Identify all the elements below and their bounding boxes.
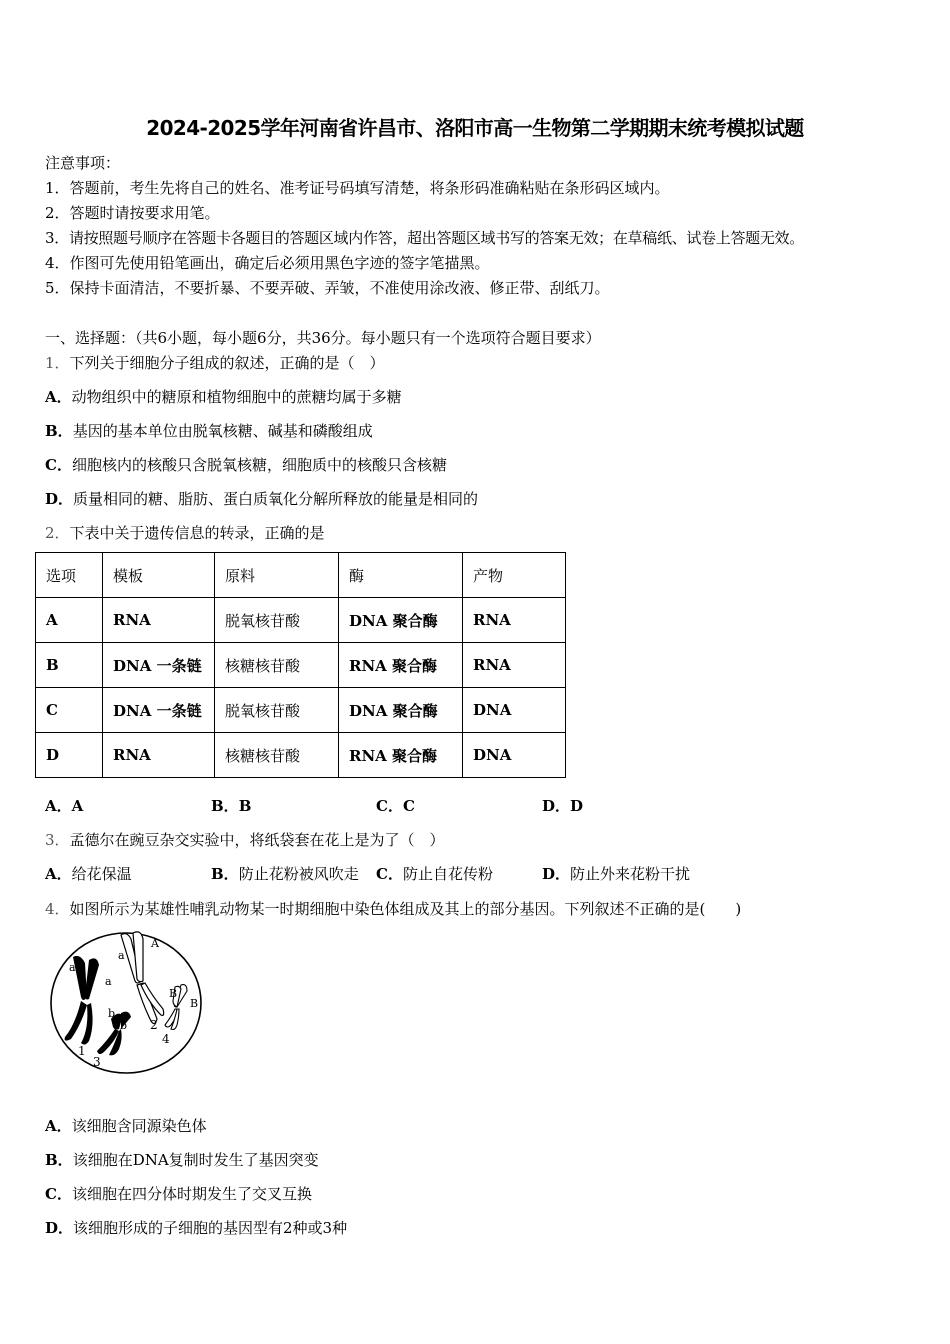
notice-item: 2．答题时请按要求用笔。 — [45, 204, 220, 222]
option-text: 基因的基本单位由脱氧核糖、碱基和磷酸组成 — [72, 422, 373, 440]
option-text: A — [71, 797, 84, 815]
question-number: 3． — [45, 831, 70, 849]
q1-option-b[interactable] — [45, 420, 373, 441]
notice-heading: 注意事项： — [45, 154, 121, 172]
table-cell: DNA 一条链 — [103, 688, 215, 733]
gene-label: b — [108, 1007, 116, 1020]
q1-option-c[interactable] — [45, 454, 447, 475]
table-cell: RNA — [463, 598, 566, 643]
chromosome-number: 4 — [162, 1032, 170, 1046]
option-text: 防止外来花粉干扰 — [570, 865, 691, 883]
option-text: 该细胞在DNA复制时发生了基因突变 — [72, 1151, 319, 1169]
table-cell: RNA — [103, 733, 215, 778]
q4-option-d[interactable] — [45, 1217, 347, 1238]
option-text: D — [570, 797, 584, 815]
q3-option-a[interactable] — [45, 863, 132, 884]
question-text: 下表中关于遗传信息的转录，正确的是 — [69, 524, 325, 542]
table-cell: 脱氧核苷酸 — [215, 598, 339, 643]
q3-option-c[interactable] — [376, 863, 493, 884]
option-label: A． — [45, 797, 72, 815]
question-1-stem — [45, 352, 385, 373]
question-text: 下列关于细胞分子组成的叙述，正确的是（ ） — [69, 354, 385, 372]
q3-option-d[interactable] — [542, 863, 690, 884]
q2-option-b[interactable] — [211, 795, 251, 816]
option-text: 防止花粉被风吹走 — [238, 865, 359, 883]
chromosome-cell-figure — [45, 925, 210, 1075]
option-text: 动物组织中的糖原和植物细胞中的蔗糖均属于多糖 — [71, 388, 402, 406]
page-title: 2024-2025学年河南省许昌市、洛阳市高一生物第二学期期末统考模拟试题 — [146, 116, 804, 140]
question-2-stem — [45, 522, 325, 543]
option-label: D． — [45, 1219, 74, 1237]
table-header: 产物 — [463, 553, 566, 598]
q4-option-a[interactable] — [45, 1115, 207, 1136]
section-heading: 一、选择题：（共6小题，每小题6分，共36分。每小题只有一个选项符合题目要求） — [45, 329, 601, 347]
table-cell: 核糖核苷酸 — [215, 643, 339, 688]
question-number: 1． — [45, 354, 70, 372]
option-label: A． — [45, 1117, 72, 1135]
option-text: 该细胞在四分体时期发生了交叉互换 — [71, 1185, 312, 1203]
option-text: 该细胞含同源染色体 — [71, 1117, 207, 1135]
option-text: B — [238, 797, 252, 815]
table-header: 原料 — [215, 553, 339, 598]
notice-item: 3．请按照题号顺序在答题卡各题目的答题区域内作答，超出答题区域书写的答案无效；在草稿纸、试卷上答题无效。 — [45, 229, 804, 247]
gene-label: B — [169, 987, 178, 1000]
table-row — [36, 688, 566, 733]
table-header-row — [36, 553, 566, 598]
table-cell: DNA — [463, 733, 566, 778]
gene-label: a — [69, 961, 76, 974]
table-cell: 核糖核苷酸 — [215, 733, 339, 778]
table-header: 选项 — [36, 553, 103, 598]
q1-option-d[interactable] — [45, 488, 478, 509]
table-cell: DNA 聚合酶 — [339, 688, 463, 733]
table-header: 模板 — [103, 553, 215, 598]
gene-label: A — [151, 937, 159, 950]
option-text: 防止自花传粉 — [402, 865, 493, 883]
chromosome-number: 1 — [78, 1044, 86, 1058]
option-label: D． — [45, 490, 74, 508]
table-cell: RNA 聚合酶 — [339, 733, 463, 778]
option-label: C． — [45, 456, 72, 474]
option-label: A． — [45, 865, 72, 883]
option-label: B． — [211, 797, 239, 815]
table-cell: A — [36, 598, 103, 643]
transcription-table — [35, 552, 566, 778]
notice-item: 5．保持卡面清洁，不要折暴、不要弄破、弄皱，不准使用涂改液、修正带、刮纸刀。 — [45, 279, 610, 297]
option-label: C． — [376, 797, 403, 815]
option-label: D． — [542, 865, 571, 883]
table-cell: C — [36, 688, 103, 733]
option-label: C． — [45, 1185, 72, 1203]
chromosome-number: 3 — [93, 1055, 101, 1069]
gene-label: b — [120, 1019, 128, 1032]
option-label: B． — [45, 1151, 73, 1169]
notice-item: 4．作图可先使用铅笔画出，确定后必须用黑色字迹的签字笔描黑。 — [45, 254, 490, 272]
question-text: 如图所示为某雄性哺乳动物某一时期细胞中染色体组成及其上的部分基因。下列叙述不正确的是( ) — [69, 900, 742, 918]
table-cell: B — [36, 643, 103, 688]
option-text: 给花保温 — [71, 865, 132, 883]
q2-option-d[interactable] — [542, 795, 583, 816]
option-label: D． — [542, 797, 571, 815]
table-row — [36, 643, 566, 688]
gene-label: a — [105, 975, 112, 988]
option-text: 该细胞形成的子细胞的基因型有2种或3种 — [73, 1219, 348, 1237]
table-cell: DNA 一条链 — [103, 643, 215, 688]
option-label: B． — [45, 422, 73, 440]
q4-option-c[interactable] — [45, 1183, 312, 1204]
option-text: 质量相同的糖、脂肪、蛋白质氧化分解所释放的能量是相同的 — [73, 490, 479, 508]
option-text: 细胞核内的核酸只含脱氧核糖，细胞质中的核酸只含核糖 — [71, 456, 447, 474]
table-cell: DNA 聚合酶 — [339, 598, 463, 643]
table-cell: RNA — [463, 643, 566, 688]
question-4-stem — [45, 898, 741, 919]
table-header: 酶 — [339, 553, 463, 598]
table-row — [36, 598, 566, 643]
table-cell: D — [36, 733, 103, 778]
gene-label: a — [118, 949, 125, 962]
option-label: A． — [45, 388, 72, 406]
question-number: 2． — [45, 524, 70, 542]
q2-option-c[interactable] — [376, 795, 415, 816]
q4-option-b[interactable] — [45, 1149, 319, 1170]
option-label: C． — [376, 865, 403, 883]
table-cell: 脱氧核苷酸 — [215, 688, 339, 733]
gene-label: B — [190, 997, 199, 1010]
q1-option-a[interactable] — [45, 386, 402, 407]
question-number: 4． — [45, 900, 70, 918]
option-label: B． — [211, 865, 239, 883]
chromosome-number: 2 — [150, 1018, 158, 1032]
q2-option-a[interactable] — [45, 795, 83, 816]
q3-option-b[interactable] — [211, 863, 359, 884]
table-cell: RNA — [103, 598, 215, 643]
notice-item: 1．答题前，考生先将自己的姓名、准考证号码填写清楚，将条形码准确粘贴在条形码区域内。 — [45, 179, 670, 197]
table-cell: RNA 聚合酶 — [339, 643, 463, 688]
option-text: C — [402, 797, 415, 815]
table-row — [36, 733, 566, 778]
question-text: 孟德尔在豌豆杂交实验中，将纸袋套在花上是为了（ ） — [69, 831, 445, 849]
question-3-stem — [45, 829, 445, 850]
table-cell: DNA — [463, 688, 566, 733]
